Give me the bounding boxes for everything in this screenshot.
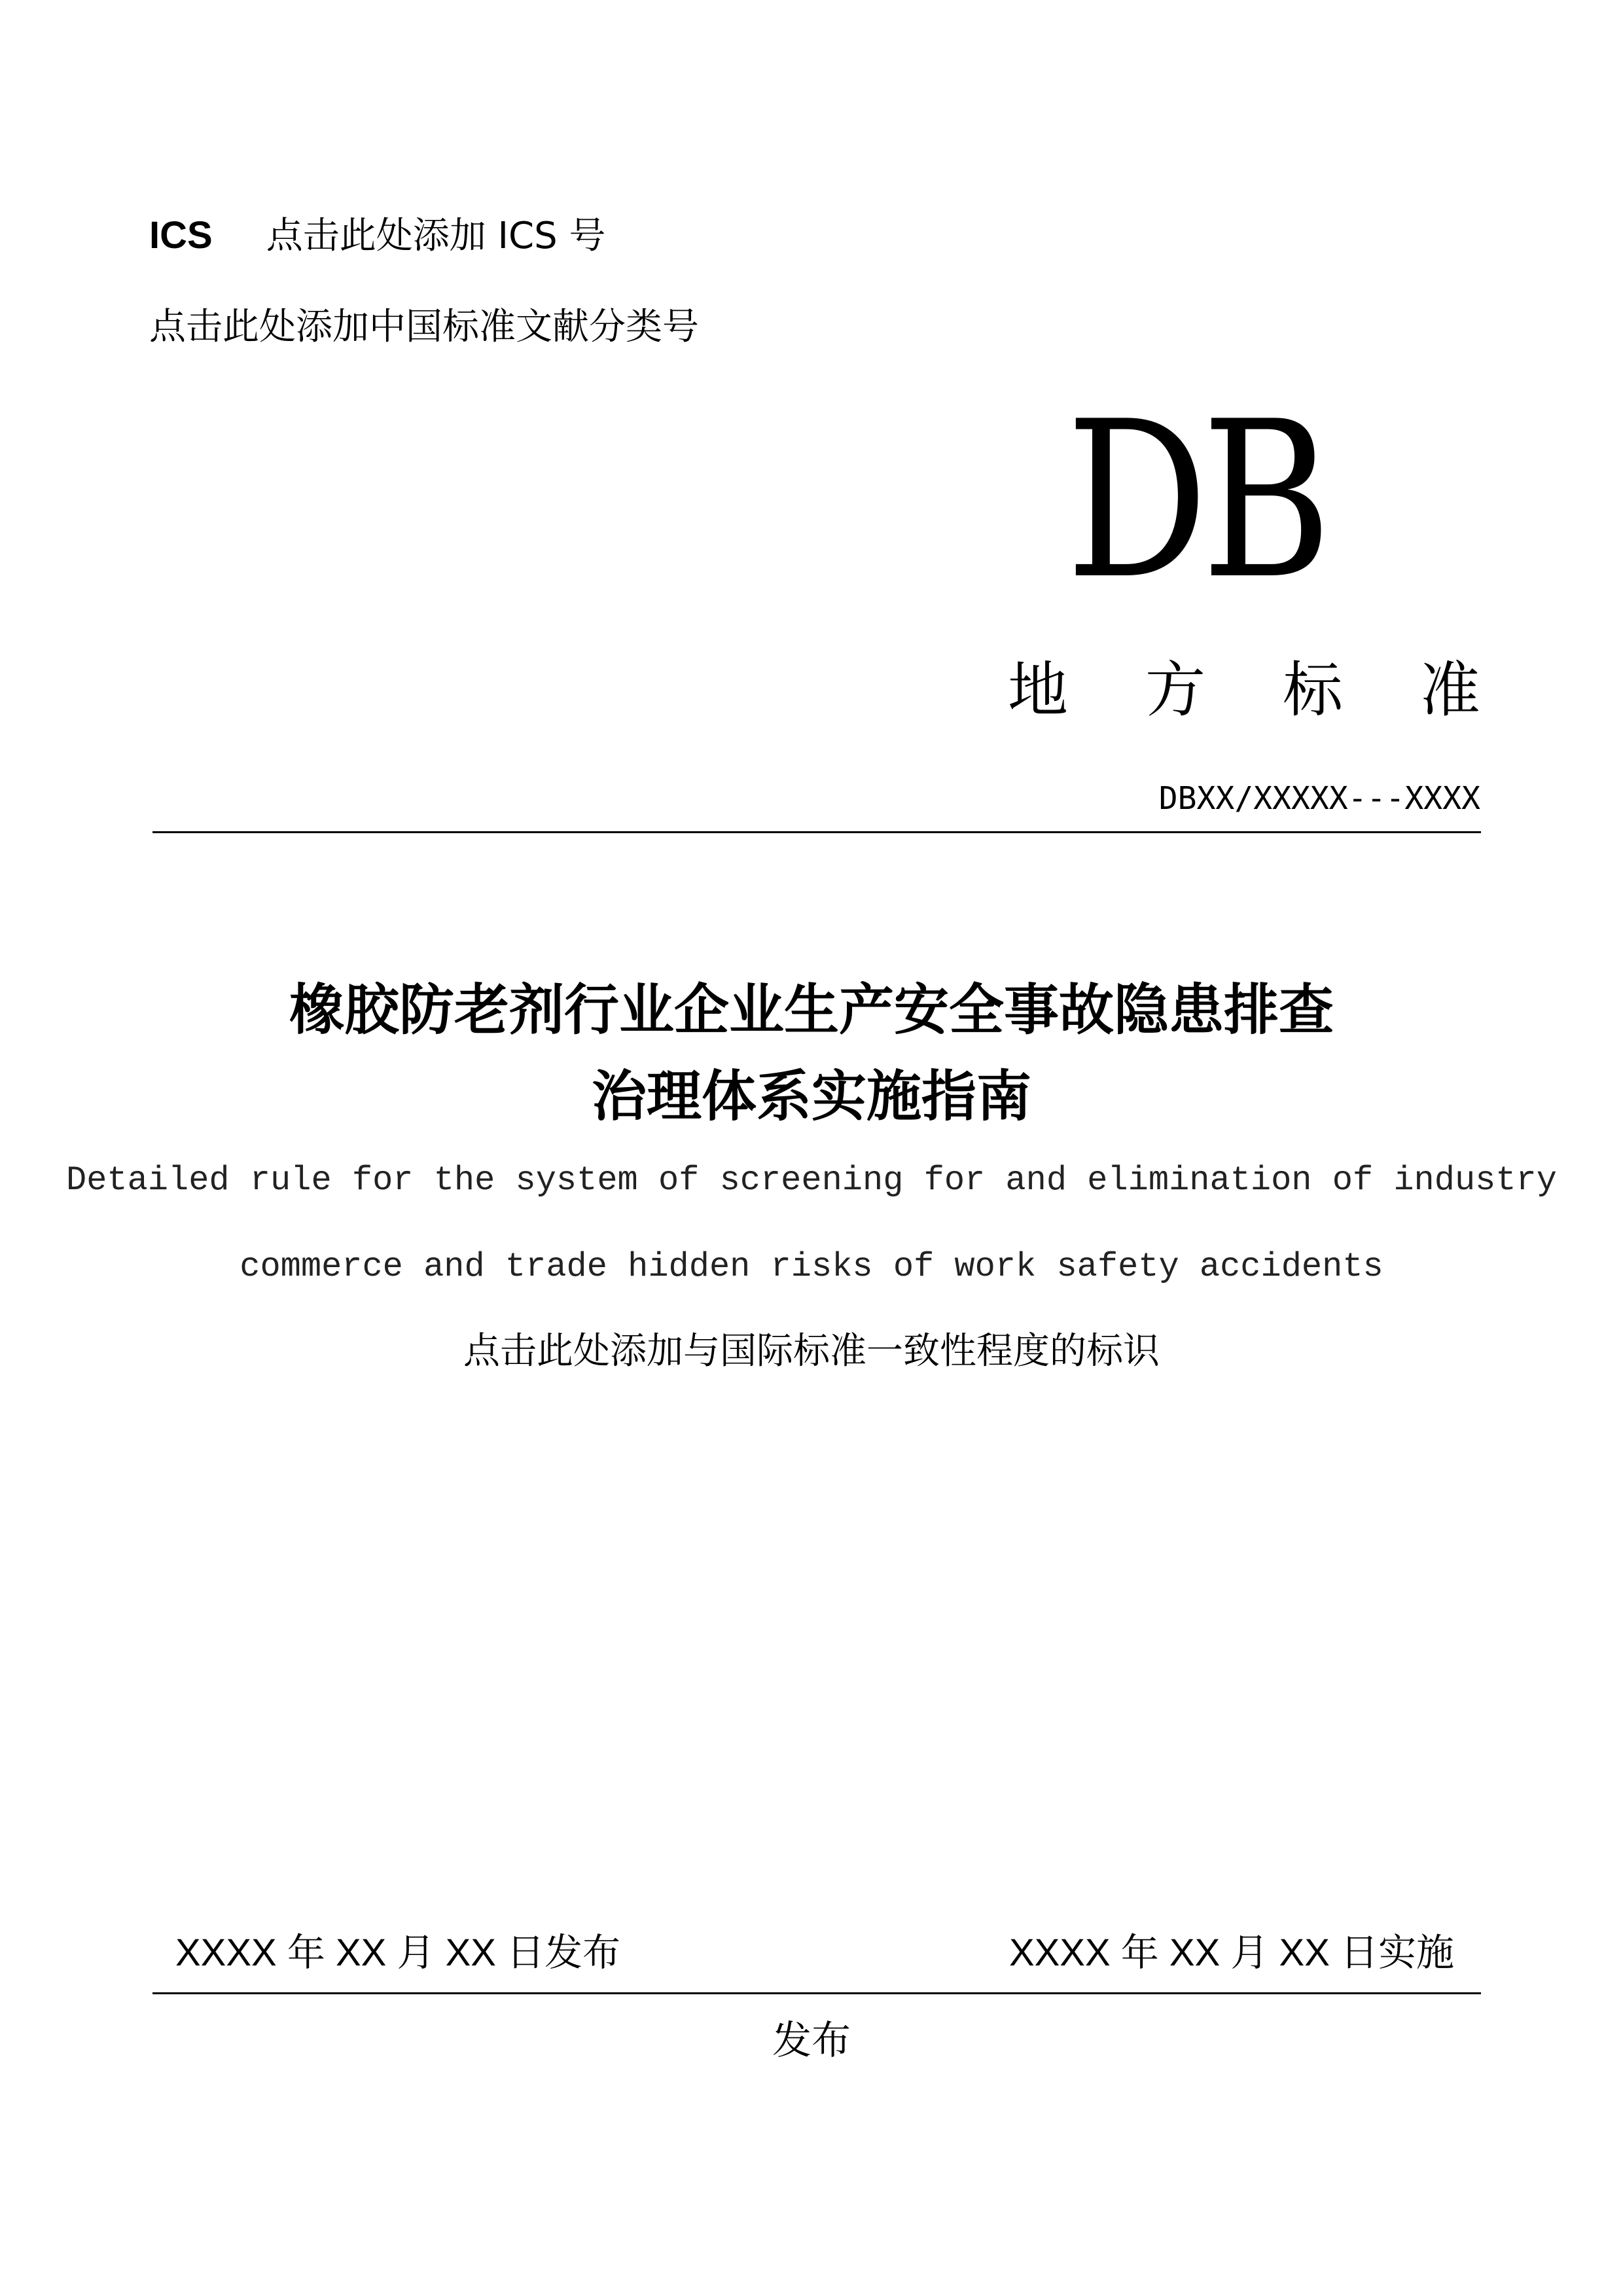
standard-type-char: 标 (1282, 655, 1343, 725)
ccs-number-placeholder[interactable]: 点击此处添加中国标准文献分类号 (149, 306, 699, 348)
ics-number-placeholder[interactable]: 点击此处添加 ICS 号 (266, 215, 606, 257)
standard-type-char: 准 (1419, 655, 1480, 725)
consistency-placeholder[interactable]: 点击此处添加与国际标准一致性程度的标识 (463, 1330, 1160, 1372)
title-zh-line-1[interactable]: 橡胶防老剂行业企业生产安全事故隐患排查 (289, 978, 1334, 1042)
title-zh-line-2[interactable]: 治理体系实施指南 (591, 1064, 1031, 1128)
standard-type-char: 方 (1145, 655, 1205, 725)
title-en-line-1[interactable]: Detailed rule for the system of screening for and elimination of industry (66, 1161, 1557, 1200)
bottom-divider (152, 1992, 1481, 1994)
issue-date[interactable]: XXXX 年 XX 月 XX 日发布 (175, 1931, 621, 1974)
title-en-line-2[interactable]: commerce and trade hidden risks of work safety accidents (240, 1247, 1383, 1286)
ics-label: ICS (149, 214, 213, 257)
ics-row (149, 213, 605, 259)
publisher[interactable]: 发布 (772, 2018, 851, 2064)
standard-number[interactable]: DBXX/XXXXX---XXXX (1158, 780, 1480, 817)
standard-type-char: 地 (1007, 655, 1068, 725)
top-divider (152, 831, 1481, 833)
standard-mark: DB (1065, 375, 1325, 626)
implement-date[interactable]: XXXX 年 XX 月 XX 日实施 (1008, 1931, 1454, 1974)
standard-type (1008, 655, 1480, 726)
